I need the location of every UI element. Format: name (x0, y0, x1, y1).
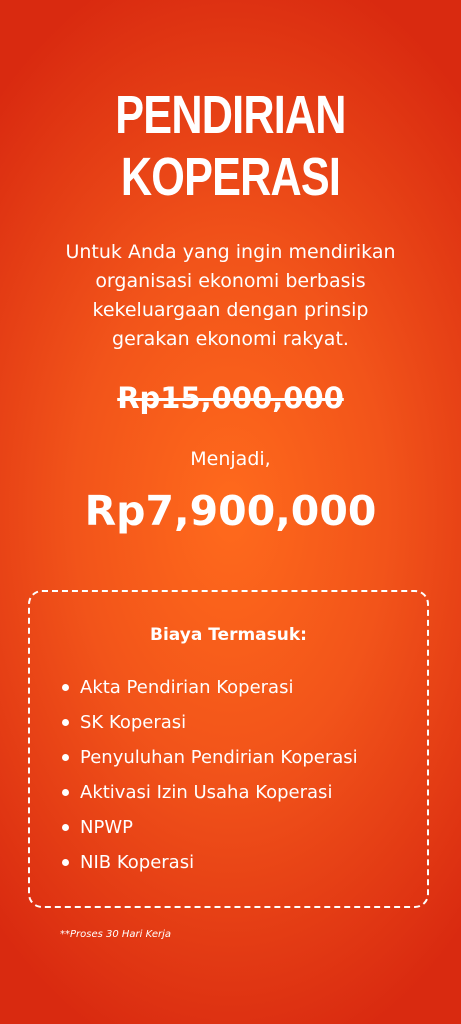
includes-item: SK Koperasi (60, 705, 358, 740)
includes-box (28, 590, 429, 908)
includes-item: NIB Koperasi (60, 845, 358, 880)
description-line: Untuk Anda yang ingin mendirikan (65, 241, 396, 263)
description-line: kekeluargaan dengan prinsip (92, 299, 369, 321)
new-price: Rp7,900,000 (84, 487, 377, 535)
title-line: PENDIRIAN (115, 85, 346, 145)
footnote: **Proses 30 Hari Kerja (60, 929, 172, 940)
price-transition-label: Menjadi, (190, 448, 271, 470)
description (30, 238, 431, 354)
includes-item: Aktivasi Izin Usaha Koperasi (60, 775, 358, 810)
includes-item: Penyuluhan Pendirian Koperasi (60, 740, 358, 775)
description-line: organisasi ekonomi berbasis (95, 270, 366, 292)
old-price: Rp15,000,000 (117, 381, 344, 415)
page-title (46, 84, 415, 208)
includes-list (60, 670, 358, 880)
includes-item: Akta Pendirian Koperasi (60, 670, 358, 705)
description-line: gerakan ekonomi rakyat. (112, 328, 349, 350)
includes-item: NPWP (60, 810, 358, 845)
includes-heading: Biaya Termasuk: (150, 625, 307, 645)
title-line: KOPERASI (120, 147, 341, 207)
